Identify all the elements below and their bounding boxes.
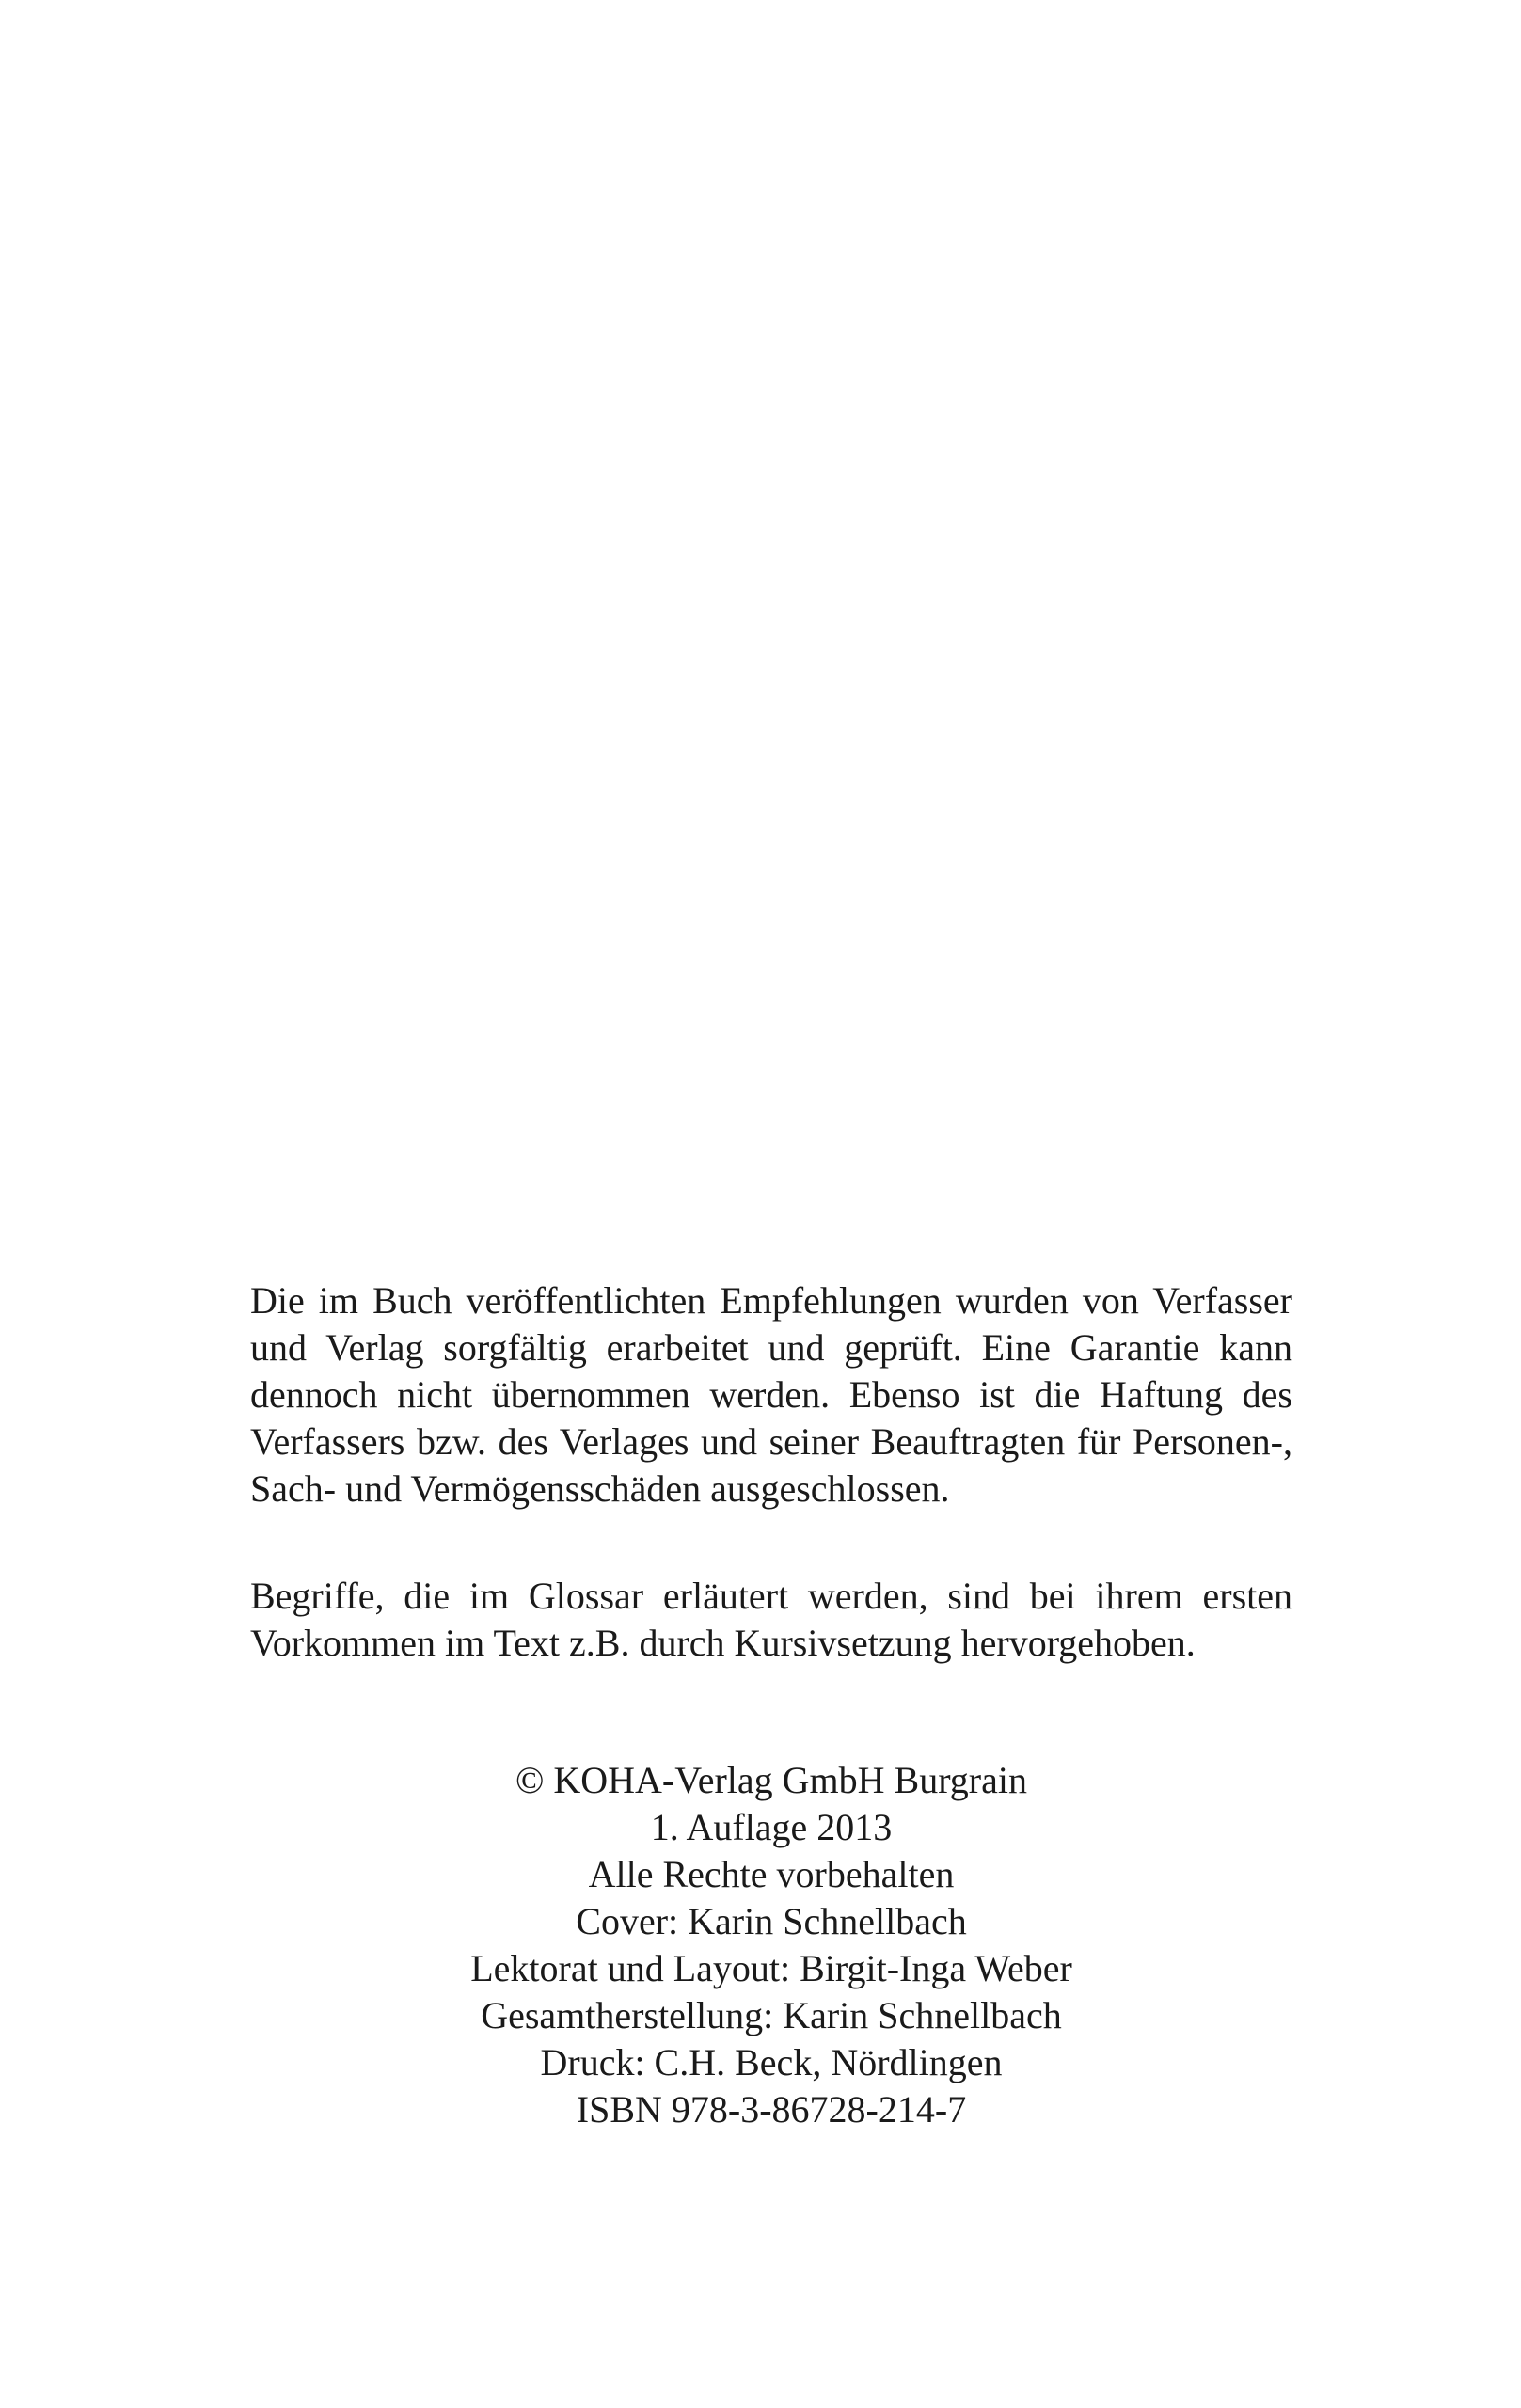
glossary-note-line: Begriffe, die im Glossar erläutert werden, sind bei ihrem ersten — [250, 1575, 1292, 1617]
production-credit-line: Gesamtherstellung: Karin Schnellbach — [481, 1994, 1062, 2036]
disclaimer-line: Sach- und Vermögensschäden ausgeschlossen. — [250, 1467, 950, 1510]
editing-layout-credit-line: Lektorat und Layout: Birgit-Inga Weber — [470, 1947, 1072, 1989]
disclaimer-line: und Verlag sorgfältig erarbeitet und geprüft. Eine Garantie kann — [250, 1326, 1292, 1369]
imprint-block — [250, 1757, 1292, 2133]
isbn-line: ISBN 978-3-86728-214-7 — [576, 2088, 967, 2131]
rights-line: Alle Rechte vorbehalten — [588, 1853, 955, 1895]
glossary-note-paragraph — [250, 1573, 1292, 1667]
disclaimer-line: Verfassers bzw. des Verlages und seiner Beauftragten für Personen-, — [250, 1420, 1292, 1463]
disclaimer-paragraph — [250, 1277, 1292, 1513]
printing-credit-line: Druck: C.H. Beck, Nördlingen — [540, 2041, 1003, 2083]
glossary-note-line: Vorkommen im Text z.B. durch Kursivsetzung hervorgehoben. — [250, 1622, 1196, 1664]
edition-line: 1. Auflage 2013 — [650, 1806, 893, 1848]
disclaimer-line: Die im Buch veröffentlichten Empfehlungen wurden von Verfasser — [250, 1279, 1292, 1322]
cover-credit-line: Cover: Karin Schnellbach — [576, 1900, 967, 1942]
copyright-line: © KOHA-Verlag GmbH Burgrain — [515, 1759, 1027, 1801]
disclaimer-line: dennoch nicht übernommen werden. Ebenso ist die Haftung des — [250, 1373, 1292, 1416]
